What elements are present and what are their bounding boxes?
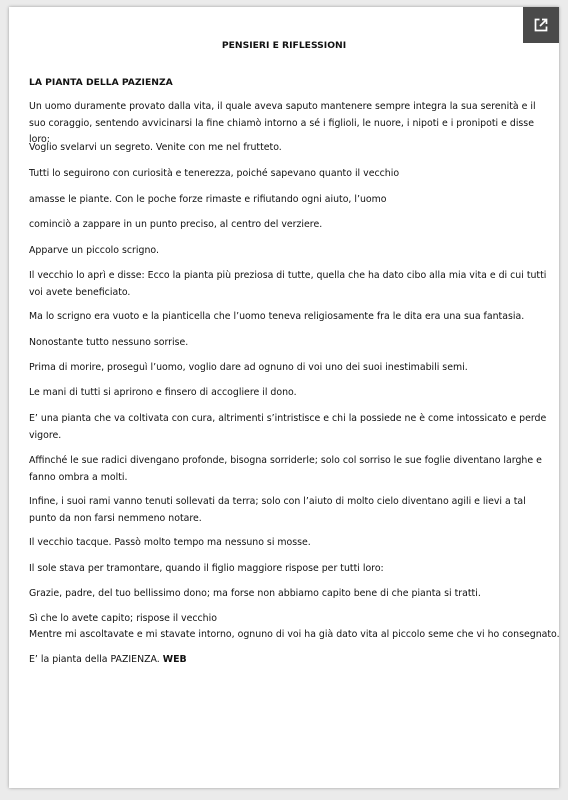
popout-button[interactable] (523, 7, 559, 43)
document-title: PENSIERI E RIFLESSIONI (221, 40, 347, 51)
paragraph: Ma lo scrigno era vuoto e la pianticella che l’uomo teneva religiosamente fra le dita era una sua fantasia. (29, 311, 525, 322)
paragraph: Prima di morire, proseguì l’uomo, voglio dare ad ognuno di voi uno dei suoi inestimabili semi. (29, 362, 468, 373)
paragraph: cominciò a zappare in un punto preciso, al centro del verziere. (29, 219, 323, 230)
paragraph: Infine, i suoi rami vanno tenuti sollevati da terra; solo con l’aiuto di molto cielo diventano agili e lievi a tal punto da non farsi nemmeno notare. (29, 496, 526, 524)
paragraph: Mentre mi ascoltavate e mi stavate intorno, ognuno di voi ha già dato vita al piccolo seme che vi ho consegnato. (29, 629, 560, 640)
paragraph: Tutti lo seguirono con curiosità e tenerezza, poiché sapevano quanto il vecchio (29, 168, 400, 179)
paragraph: Grazie, padre, del tuo bellissimo dono; ma forse non abbiamo capito bene di che pianta si tratti. (29, 588, 481, 599)
paragraph: Il sole stava per tramontare, quando il figlio maggiore rispose per tutti loro: (29, 563, 384, 574)
paragraph: Il vecchio lo aprì e disse: Ecco la pianta più preziosa di tutte, quella che ha dato cibo alla mia vita e di cui tutti voi avete beneficiato. (29, 270, 547, 298)
paragraph: Sì che lo avete capito; rispose il vecchio (29, 613, 217, 624)
paragraph: Un uomo duramente provato dalla vita, il quale aveva saputo mantenere sempre integra la sua serenità e il suo coraggio, sentendo avvicinarsi la fine chiamò intorno a sé i figlioli, le nuore, i nipoti e i pronipoti e disse loro: (29, 101, 536, 146)
paragraph: Apparve un piccolo scrigno. (29, 245, 159, 256)
section-title: LA PIANTA DELLA PAZIENZA (29, 77, 173, 88)
paragraph: Le mani di tutti si aprirono e finsero di accogliere il dono. (29, 387, 297, 398)
open-in-new-window-icon (533, 17, 549, 33)
closing-tag: WEB (162, 654, 187, 665)
paragraph: Voglio svelarvi un segreto. Venite con me nel frutteto. (29, 142, 282, 153)
paragraph: Affinché le sue radici divengano profonde, bisogna sorriderle; solo col sorriso le sue foglie diventano larghe e fanno ombra a molti. (29, 455, 542, 483)
document-page (9, 7, 559, 788)
paragraph: E’ una pianta che va coltivata con cura, altrimenti s’intristisce e chi la possiede ne è come intossicato e perde vigore. (29, 413, 547, 441)
closing-text: E’ la pianta della PAZIENZA. (29, 654, 160, 665)
paragraph: Nonostante tutto nessuno sorrise. (29, 337, 189, 348)
closing-paragraph (29, 652, 549, 669)
paragraph: amasse le piante. Con le poche forze rimaste e rifiutando ogni aiuto, l’uomo (29, 194, 387, 205)
paragraph: Il vecchio tacque. Passò molto tempo ma nessuno si mosse. (29, 537, 311, 548)
